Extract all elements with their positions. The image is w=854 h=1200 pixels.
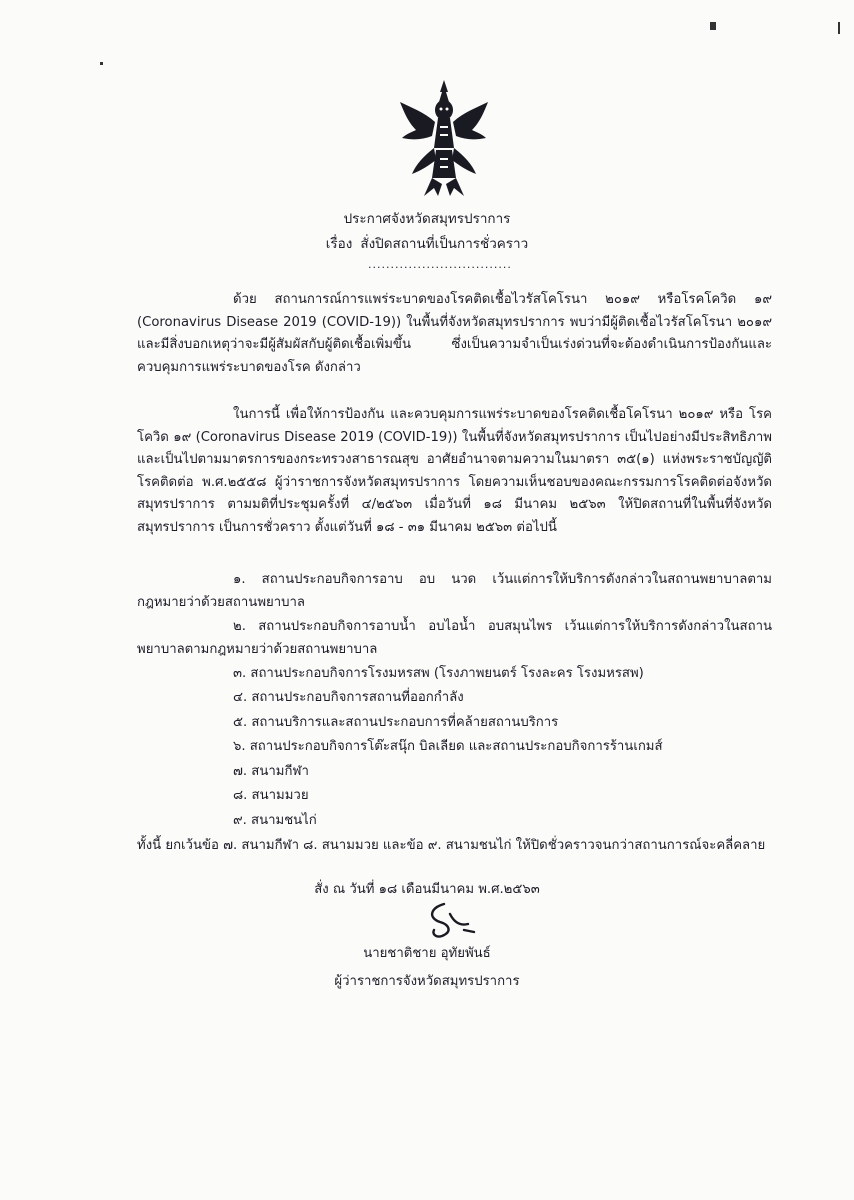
list-item-text: ๒. สถานประกอบกิจการอาบน้ำ อบไอน้ำ อบสมุนไพร เว้นแต่การให้บริการดังกล่าวในสถานพยาบาลตามกฎหมายว่าด้วยสถานพยาบาล <box>137 619 772 657</box>
list-item: ๙. สนามชนไก่ <box>233 813 317 828</box>
scan-speck <box>838 22 840 34</box>
paragraph-situation-text: ด้วย สถานการณ์การแพร่ระบาดของโรคติดเชื้อไวรัสโคโรนา ๒๐๑๙ หรือโรคโควิด ๑๙ (Coronavirus Disease 2019 (COVID-19)) ในพื้นที่จังหวัดสมุทรปราการ พบว่ามีผู้ติดเชื้อไวรัสโคโรนา ๒๐๑๙ และมีสิ่งบอกเหตุว่าจะมีผู้สัมผัสกับผู้ติดเชื้อเพิ่มขึ้น ซึ่งเป็นความจำเป็นเร่งด่วนที่จะต้องดำเนินการป้องกันและควบคุมการแพร่ระบาดของโรค ดังกล่าว <box>137 292 772 375</box>
exception-note: ทั้งนี้ ยกเว้นข้อ ๗. สนามกีฬา ๘. สนามมวย และข้อ ๙. สนามชนไก่ ให้ปิดชั่วคราวจนกว่าสถานการณ์จะคลี่คลาย <box>137 838 766 853</box>
list-item: ๓. สถานประกอบกิจการโรงมหรสพ (โรงภาพยนตร์ โรงละคร โรงมหรสพ) <box>233 666 644 681</box>
order-date: สั่ง ณ วันที่ ๑๘ เดือนมีนาคม พ.ศ.๒๕๖๓ <box>314 882 540 897</box>
signer-name: นายชาติชาย อุทัยพันธ์ <box>363 946 491 961</box>
announcement-subject <box>0 232 854 254</box>
list-item: ๕. สถานบริการและสถานประกอบการที่คล้ายสถานบริการ <box>233 715 559 730</box>
scan-speck <box>100 62 103 65</box>
title-separator: ................................ <box>368 258 512 271</box>
signer-position: ผู้ว่าราชการจังหวัดสมุทรปราการ <box>334 974 520 989</box>
garuda-emblem-icon <box>394 78 494 200</box>
scan-speck <box>710 22 716 30</box>
paragraph-order-text: ในการนี้ เพื่อให้การป้องกัน และควบคุมการแพร่ระบาดของโรคติดเชื้อโคโรนา ๒๐๑๙ หรือ โรคโควิด ๑๙ (Coronavirus Disease 2019 (COVID-19)) ในพื้นที่จังหวัดสมุทรปราการ เป็นไปอย่างมีประสิทธิภาพ และเป็นไปตามมาตรการของกระทรวงสาธารณสุข อาศัยอำนาจตามความในมาตรา ๓๕(๑) แห่งพระราชบัญญัติโรคติดต่อ พ.ศ.๒๕๕๘ ผู้ว่าราชการจังหวัดสมุทรปราการ โดยความเห็นชอบของคณะกรรมการโรคติดต่อจังหวัดสมุทรปราการ ตามมติที่ประชุมครั้งที่ ๔/๒๕๖๓ เมื่อวันที่ ๑๘ มีนาคม ๒๕๖๓ ให้ปิดสถานที่ในพื้นที่จังหวัดสมุทรปราการ เป็นการชั่วคราว ตั้งแต่วันที่ ๑๘ - ๓๑ มีนาคม ๒๕๖๓ ต่อไปนี้ <box>137 407 772 535</box>
list-item: ๗. สนามกีฬา <box>233 764 309 779</box>
subject-label: เรื่อง <box>325 236 353 252</box>
list-item: ๖. สถานประกอบกิจการโต๊ะสนุ๊ก บิลเลียด และสถานประกอบกิจการร้านเกมส์ <box>233 739 663 754</box>
paragraph-order <box>137 404 772 540</box>
list-item-text: ๑. สถานประกอบกิจการอาบ อบ นวด เว้นแต่การให้บริการดังกล่าวในสถานพยาบาลตามกฎหมายว่าด้วยสถานพยาบาล <box>137 572 772 610</box>
list-item <box>137 569 772 614</box>
announcement-title: ประกาศจังหวัดสมุทรปราการ <box>343 211 511 227</box>
paragraph-situation <box>137 289 772 379</box>
subject-text: สั่งปิดสถานที่เป็นการชั่วคราว <box>360 236 529 252</box>
list-item <box>137 616 772 661</box>
list-item: ๘. สนามมวย <box>233 788 309 803</box>
signature-mark <box>420 900 480 940</box>
list-item: ๔. สถานประกอบกิจการสถานที่ออกกำลัง <box>233 690 464 705</box>
